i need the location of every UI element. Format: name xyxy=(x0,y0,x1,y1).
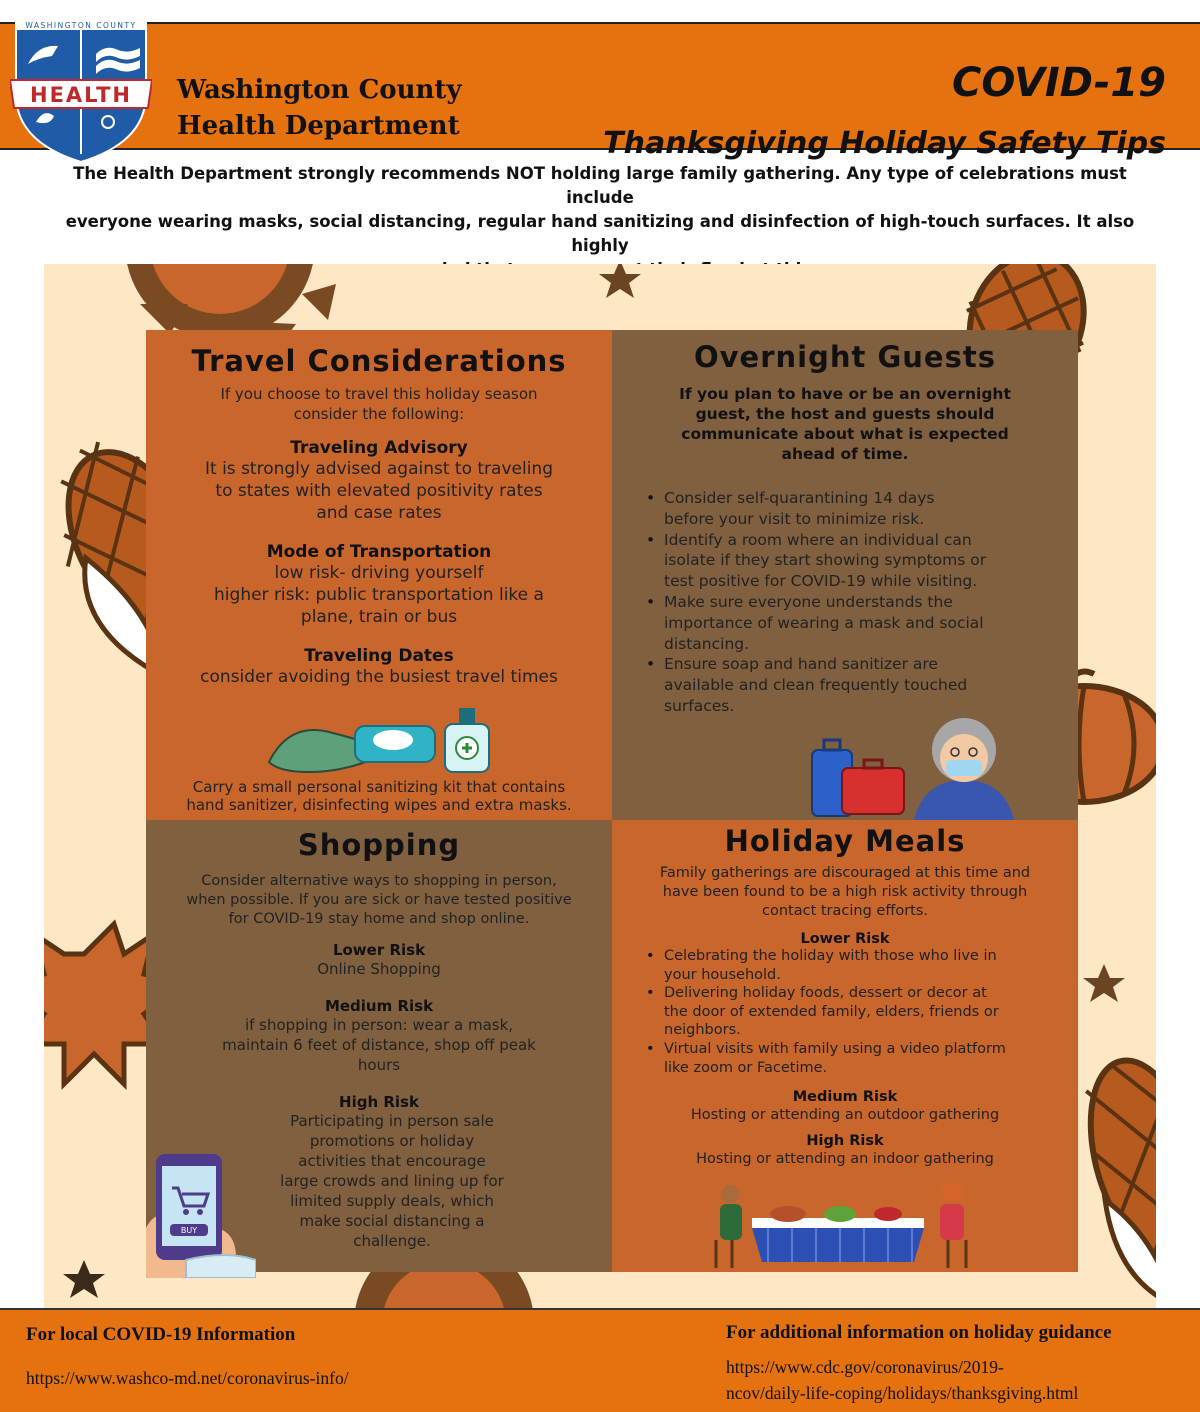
shopping-high-risk-heading: High Risk xyxy=(339,1093,419,1111)
overnight-guests-intro xyxy=(612,384,1078,464)
traveling-advisory-heading: Traveling Advisory xyxy=(290,438,468,458)
guest-tip-item: • Make sure everyone understands the importance of wearing a mask and social distancing. xyxy=(642,592,1078,654)
cdc-link-line[interactable]: https://www.cdc.gov/coronavirus/2019- xyxy=(726,1357,1004,1377)
guest-tip-item: • Consider self-quarantining 14 days before your visit to minimize risk. xyxy=(642,488,1078,530)
travel-intro xyxy=(146,384,612,424)
star-icon xyxy=(1083,964,1125,1002)
org-name-line1: Washington County xyxy=(177,75,462,105)
meal-tip-item: • Delivering holiday foods, dessert or decor at the door of extended family, elders, friends or neighbors. xyxy=(642,984,1078,1040)
guest-with-luggage-icon xyxy=(808,710,1018,820)
intro-line: everyone wearing masks, social distancing, regular hand sanitizing and disinfection of high-touch surfaces. It also highly xyxy=(65,212,1135,255)
org-name-line2: Health Department xyxy=(177,111,460,141)
holiday-meals-title: Holiday Meals xyxy=(724,824,966,858)
medium-line: hours xyxy=(357,1056,401,1074)
meals-high-risk-heading: High Risk xyxy=(806,1133,884,1150)
guest-tip-item: • Identify a room where an individual can isolate if they start showing symptoms or test positive for COVID-19 while visiting. xyxy=(642,530,1078,592)
travel-title: Travel Considerations xyxy=(191,344,567,378)
guests-intro-line: ahead of time. xyxy=(781,445,909,463)
mode-of-transportation-heading: Mode of Transportation xyxy=(266,542,492,562)
advisory-line: and case rates xyxy=(316,503,442,523)
shopping-panel xyxy=(146,820,612,1272)
shopping-lower-risk-text: Online Shopping xyxy=(317,960,441,978)
high-line: make social distancing a xyxy=(299,1212,485,1230)
meals-lower-risk-list xyxy=(642,947,1078,1077)
buy-button-label: BUY xyxy=(180,1226,198,1235)
shopping-medium-risk-text xyxy=(146,1015,612,1075)
traveling-advisory-text xyxy=(146,458,612,524)
high-line: large crowds and lining up for xyxy=(280,1172,504,1190)
high-line: challenge. xyxy=(353,1232,431,1250)
overnight-guests-title: Overnight Guests xyxy=(694,340,996,374)
high-line: activities that encourage xyxy=(298,1152,486,1170)
star-icon xyxy=(63,1260,105,1298)
sanitizing-kit-icon xyxy=(259,702,499,776)
guest-tip-item: • Ensure soap and hand sanitizer are available and clean frequently touched surfaces. xyxy=(642,654,1078,716)
star-icon xyxy=(599,264,641,298)
meals-medium-risk-text: Hosting or attending an outdoor gathering xyxy=(690,1107,1000,1124)
kit-line: hand sanitizer, disinfecting wipes and extra masks. xyxy=(186,796,572,814)
meals-lower-risk-heading: Lower Risk xyxy=(800,931,890,947)
shopping-title: Shopping xyxy=(297,828,461,862)
medium-line: if shopping in person: wear a mask, xyxy=(244,1016,514,1034)
meals-intro-line: have been found to be a high risk activity through xyxy=(662,884,1028,900)
organization-name xyxy=(177,72,462,144)
covid-title: COVID-19 xyxy=(952,60,1166,106)
meals-intro-line: Family gatherings are discouraged at this time and xyxy=(659,865,1031,881)
footer-cdc-link[interactable] xyxy=(726,1354,1078,1406)
meal-tip-item: • Virtual visits with family using a video platform like zoom or Facetime. xyxy=(642,1040,1078,1077)
footer-banner xyxy=(0,1308,1200,1412)
mode-of-transportation-text xyxy=(146,562,612,628)
travel-considerations-panel xyxy=(146,330,612,820)
shopping-high-risk-text xyxy=(242,1111,542,1251)
footer-guidance-heading: For additional information on holiday guidance xyxy=(726,1322,1112,1343)
shopping-intro-line: for COVID-19 stay home and shop online. xyxy=(228,911,530,927)
advisory-line: to states with elevated positivity rates xyxy=(215,481,543,501)
logo-top-text: WASHINGTON COUNTY xyxy=(25,21,137,30)
cdc-link-line[interactable]: ncov/daily-life-coping/holidays/thanksgiving.html xyxy=(726,1383,1079,1403)
mode-line: low risk- driving yourself xyxy=(274,563,484,583)
meals-medium-risk-heading: Medium Risk xyxy=(792,1089,898,1106)
guests-intro-line: guest, the host and guests should xyxy=(695,405,995,423)
corn-icon xyxy=(1070,1048,1156,1308)
guests-intro-line: communicate about what is expected xyxy=(681,425,1009,443)
high-line: Participating in person sale xyxy=(290,1112,494,1130)
travel-intro-line: If you choose to travel this holiday season xyxy=(220,385,538,403)
shopping-intro xyxy=(146,872,612,929)
shopping-intro-line: when possible. If you are sick or have tested positive xyxy=(186,892,572,908)
kit-line: Carry a small personal sanitizing kit that contains xyxy=(192,778,566,796)
logo-health-text: HEALTH xyxy=(30,83,132,107)
shopping-intro-line: Consider alternative ways to shopping in person, xyxy=(201,873,557,889)
mode-line: higher risk: public transportation like a xyxy=(214,585,544,605)
mode-line: plane, train or bus xyxy=(300,607,458,627)
shopping-lower-risk-heading: Lower Risk xyxy=(332,941,426,959)
meals-high-risk-text: Hosting or attending an indoor gathering xyxy=(696,1151,994,1168)
phone-shopping-icon xyxy=(146,1148,256,1278)
holiday-meals-intro xyxy=(612,864,1078,921)
meal-tip-item: • Celebrating the holiday with those who live in your household. xyxy=(642,947,1078,984)
shopping-medium-risk-heading: Medium Risk xyxy=(324,997,434,1015)
footer-local-heading: For local COVID-19 Information xyxy=(26,1324,296,1345)
intro-line: The Health Department strongly recommends NOT holding large family gathering. Any type of celebrations must include xyxy=(73,164,1127,207)
sanitizing-kit-caption xyxy=(146,778,612,814)
high-line: limited supply deals, which xyxy=(290,1192,494,1210)
footer-local-link[interactable]: https://www.washco-md.net/coronavirus-info/ xyxy=(26,1368,349,1388)
overnight-guests-panel xyxy=(612,330,1078,820)
traveling-dates-text: consider avoiding the busiest travel times xyxy=(200,667,558,687)
family-dinner-icon xyxy=(712,1174,972,1270)
meals-intro-line: contact tracing efforts. xyxy=(762,903,928,919)
medium-line: maintain 6 feet of distance, shop off peak xyxy=(222,1036,536,1054)
health-department-logo xyxy=(10,14,152,164)
high-line: promotions or holiday xyxy=(309,1132,475,1150)
holiday-meals-panel xyxy=(612,820,1078,1272)
travel-intro-line: consider the following: xyxy=(293,405,465,423)
advisory-line: It is strongly advised against to traveling xyxy=(205,459,553,479)
overnight-guests-list xyxy=(642,488,1078,717)
safety-tips-title: Thanksgiving Holiday Safety Tips xyxy=(603,126,1166,161)
guests-intro-line: If you plan to have or be an overnight xyxy=(679,385,1011,403)
traveling-dates-heading: Traveling Dates xyxy=(304,646,454,666)
header-banner xyxy=(0,22,1200,161)
